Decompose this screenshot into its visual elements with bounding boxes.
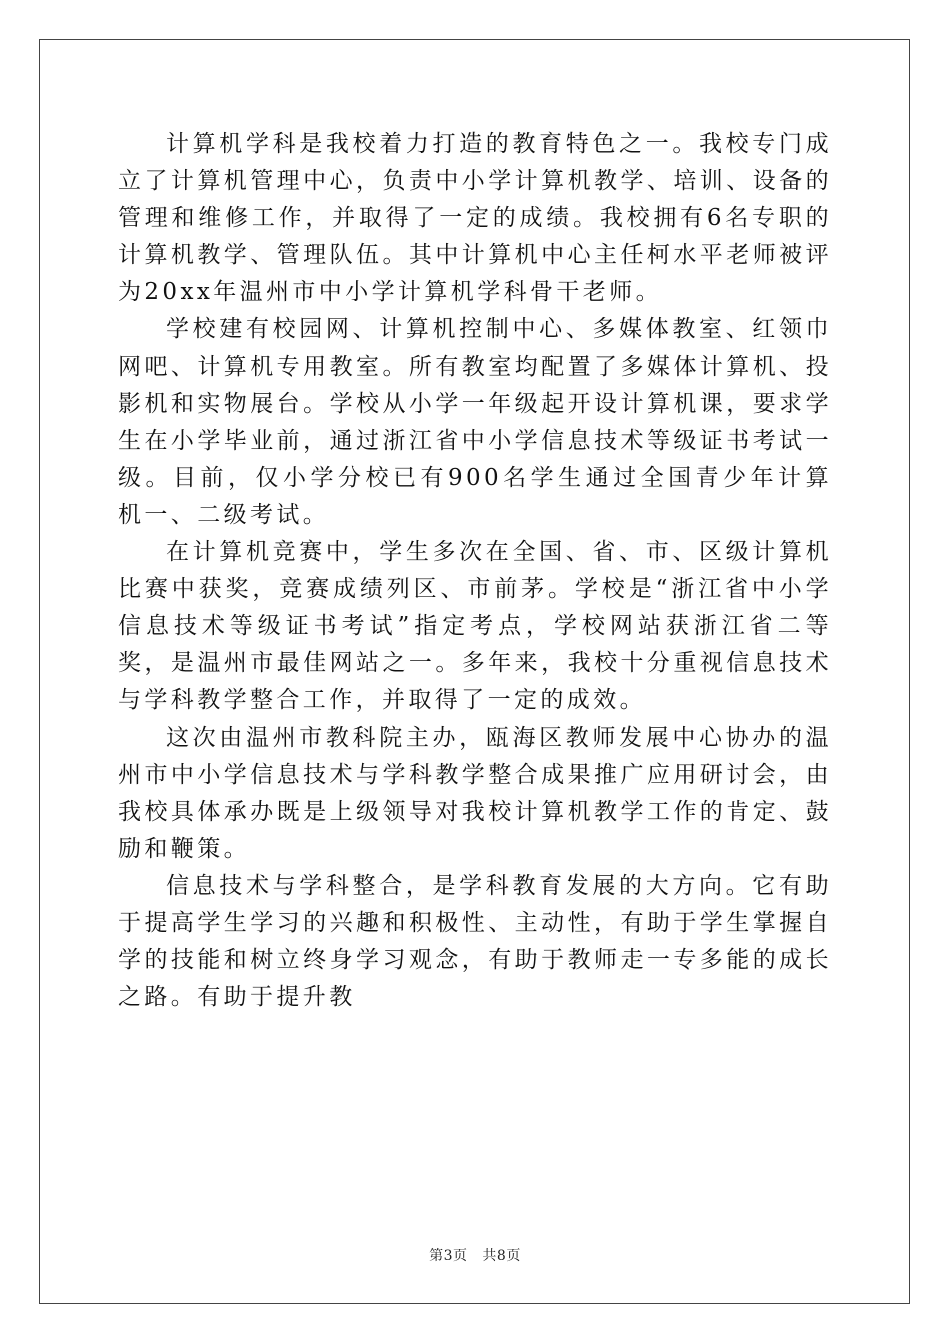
total-pages: 共8页 <box>482 1248 521 1264</box>
page-number: 第3页 <box>429 1248 468 1264</box>
paragraph-3: 在计算机竞赛中，学生多次在全国、省、市、区级计算机比赛中获奖，竞赛成绩列区、市前茅。学校是“浙江省中小学信息技术等级证书考试”指定考点，学校网站获浙江省二等奖，是温州市最佳网站之一。多年来，我校十分重视信息技术与学科教学整合工作，并取得了一定的成效。 <box>118 539 832 714</box>
page-footer <box>0 1245 950 1265</box>
paragraph-5: 信息技术与学科整合，是学科教育发展的大方向。它有助于提高学生学习的兴趣和积极性、主动性，有助于学生掌握自学的技能和树立终身学习观念，有助于教师走一专多能的成长之路。有助于提升教 <box>118 872 832 1011</box>
document-body <box>118 126 832 1016</box>
paragraph-2: 学校建有校园网、计算机控制中心、多媒体教室、红领巾网吧、计算机专用教室。所有教室均配置了多媒体计算机、投影机和实物展台。学校从小学一年级起开设计算机课，要求学生在小学毕业前，通过浙江省中小学信息技术等级证书考试一级。目前，仅小学分校已有900名学生通过全国青少年计算机一、二级考试。 <box>118 316 832 528</box>
paragraph-1: 计算机学科是我校着力打造的教育特色之一。我校专门成立了计算机管理中心，负责中小学计算机教学、培训、设备的管理和维修工作，并取得了一定的成绩。我校拥有6名专职的计算机教学、管理队伍。其中计算机中心主任柯水平老师被评为20xx年温州市中小学计算机学科骨干老师。 <box>118 131 832 306</box>
paragraph-4: 这次由温州市教科院主办，瓯海区教师发展中心协办的温州市中小学信息技术与学科教学整合成果推广应用研讨会，由我校具体承办既是上级领导对我校计算机教学工作的肯定、鼓励和鞭策。 <box>118 724 832 862</box>
